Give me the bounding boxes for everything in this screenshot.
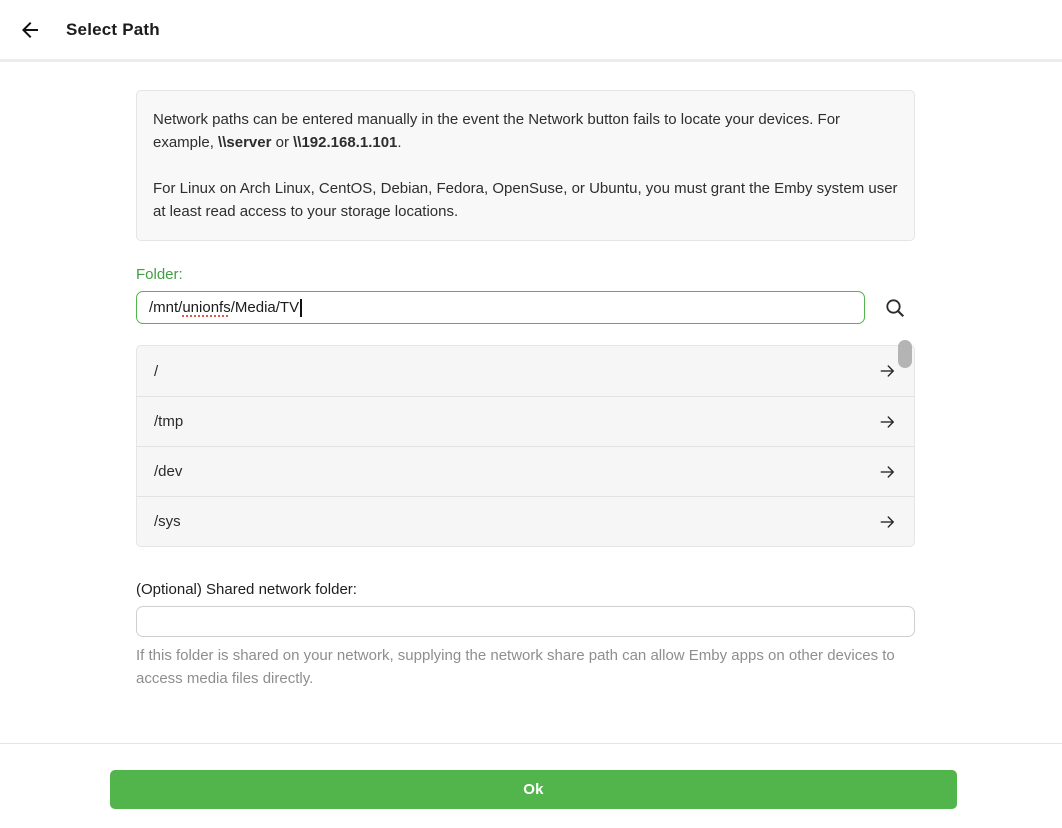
shared-folder-help-text: If this folder is shared on your network, supplying the network share path can allow Emby apps on other devices to access media files directly. [136, 647, 895, 687]
shared-folder-input[interactable] [136, 606, 915, 637]
header-divider [0, 59, 1062, 62]
directory-path: /tmp [154, 413, 184, 430]
directory-row[interactable] [137, 446, 914, 496]
arrow-right-icon [877, 412, 897, 432]
path-segment: /Media/TV [230, 299, 300, 316]
folder-input-row [136, 291, 915, 324]
example-server-path: \\server [218, 134, 272, 151]
ok-button[interactable]: Ok [110, 770, 957, 809]
app-header [0, 0, 1062, 59]
directory-path: /sys [154, 513, 181, 530]
shared-folder-label: (Optional) Shared network folder: [136, 581, 357, 598]
info-paragraph-network [153, 108, 898, 154]
scrollbar-thumb[interactable] [898, 340, 912, 368]
arrow-right-icon [877, 512, 897, 532]
directory-row[interactable] [137, 396, 914, 446]
main-content [136, 90, 915, 690]
folder-path-input[interactable] [136, 291, 865, 324]
text-caret [300, 299, 302, 317]
example-ip-path: \\192.168.1.101 [293, 134, 398, 151]
directory-list [136, 345, 915, 547]
info-box [136, 90, 915, 241]
arrow-left-icon [18, 18, 42, 42]
info-text: . [397, 134, 402, 151]
arrow-right-icon [877, 361, 897, 381]
back-button[interactable] [8, 8, 52, 52]
path-segment-misspelled: unionfs [182, 299, 231, 316]
info-text: Network paths can be entered manually in the event the Network button fails to locate your devices. For example, [153, 111, 841, 151]
footer-divider [0, 743, 1062, 744]
directory-path: /dev [154, 463, 183, 480]
path-segment: /mnt/ [149, 299, 183, 316]
magnifier-icon [883, 296, 907, 320]
search-button[interactable] [879, 292, 911, 324]
directory-row[interactable] [137, 346, 914, 396]
info-text: or [271, 134, 294, 151]
directory-path: / [154, 362, 159, 380]
folder-label: Folder: [136, 266, 183, 283]
info-paragraph-linux: For Linux on Arch Linux, CentOS, Debian, Fedora, OpenSuse, or Ubuntu, you must grant the Emby system user at least read access to your storage locations. [153, 180, 898, 220]
arrow-right-icon [877, 462, 897, 482]
page-title: Select Path [66, 19, 160, 39]
directory-row[interactable] [137, 496, 914, 546]
